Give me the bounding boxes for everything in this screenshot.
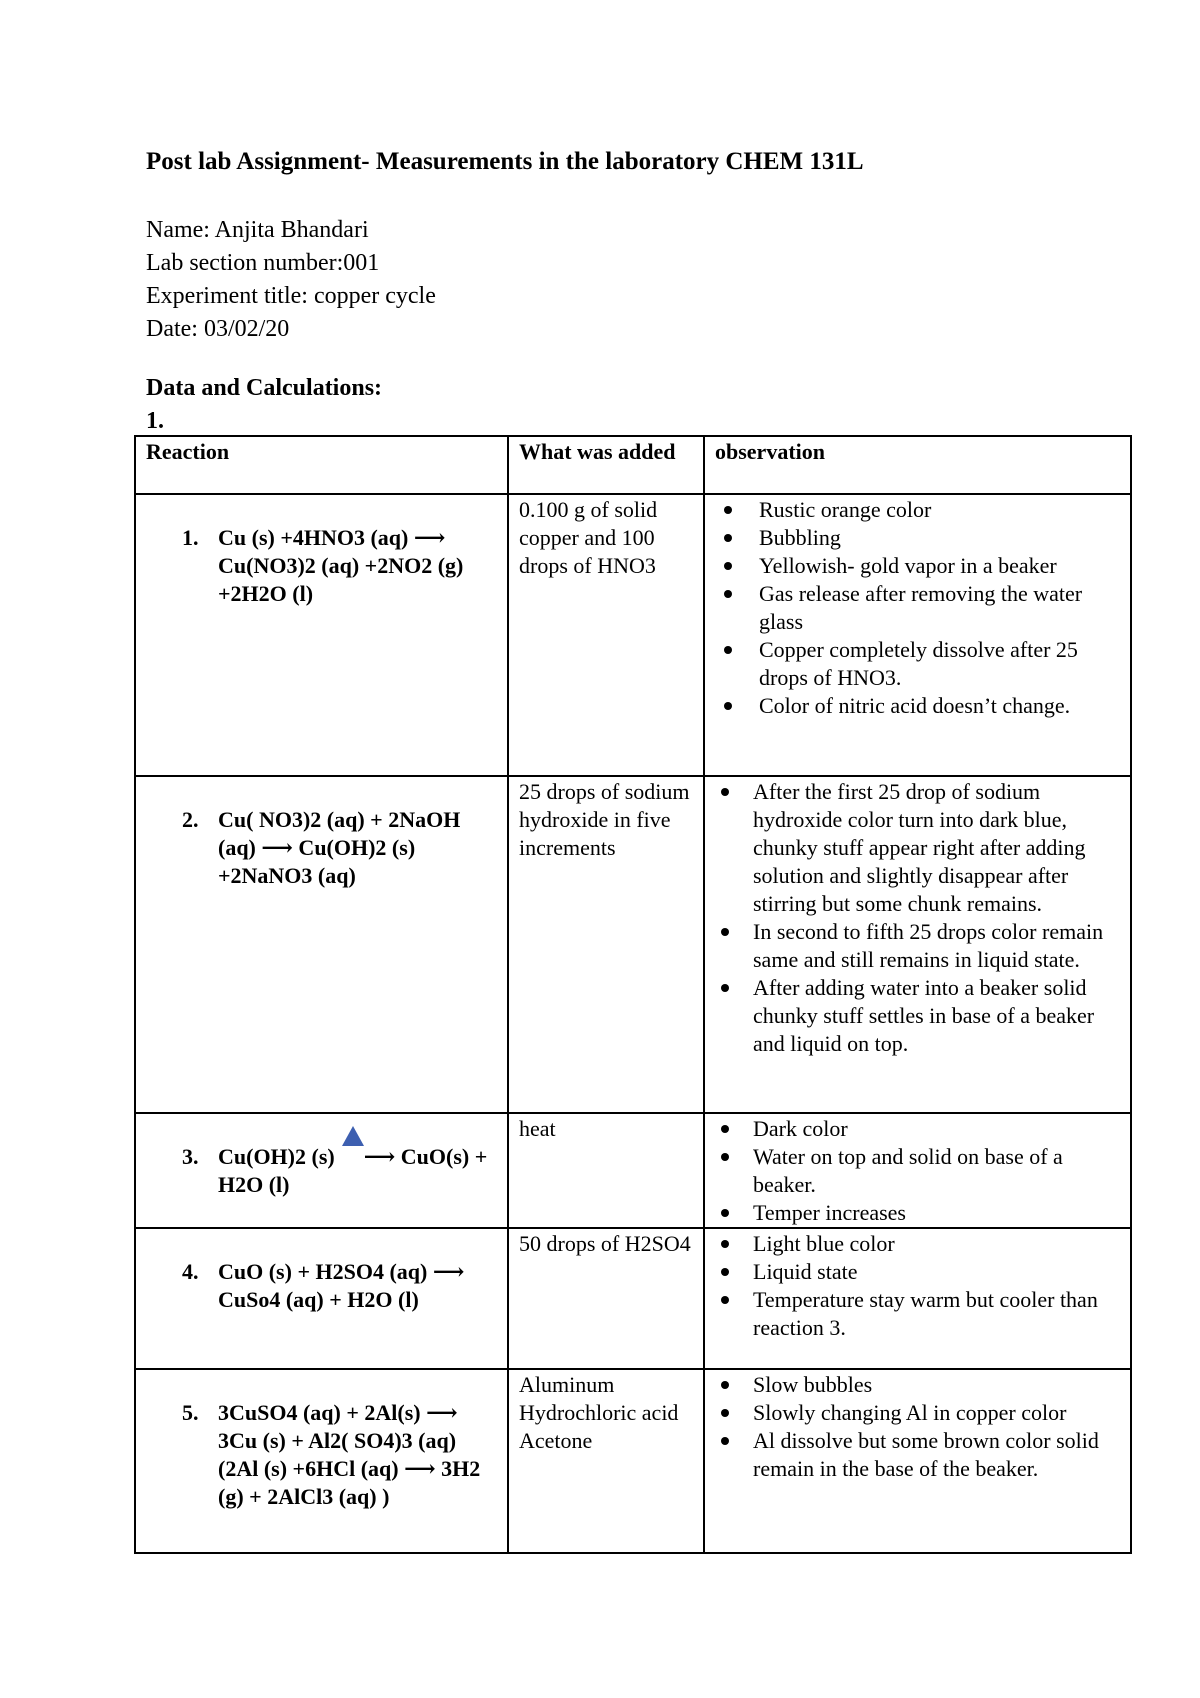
table-header-row bbox=[135, 436, 1131, 494]
list-item: Slowly changing Al in copper color bbox=[753, 1399, 1120, 1427]
student-info bbox=[146, 214, 436, 346]
report-date: Date: 03/02/20 bbox=[146, 316, 290, 342]
added-cell: 50 drops of H2SO4 bbox=[508, 1228, 704, 1369]
header-reaction: Reaction bbox=[135, 436, 508, 494]
reaction-equation-product: ⟶ CuO(s) + H2O (l) bbox=[218, 1144, 488, 1197]
table-row bbox=[135, 494, 1131, 776]
list-item: In second to fifth 25 drops color remain same and still remains in liquid state. bbox=[753, 918, 1120, 974]
observation-table bbox=[134, 435, 1132, 1554]
student-name: Name: Anjita Bhandari bbox=[146, 217, 369, 243]
added-cell: heat bbox=[508, 1113, 704, 1228]
data-heading-text: Data and Calculations: bbox=[146, 375, 383, 401]
reaction-equation: CuO (s) + H2SO4 (aq) ⟶ CuSo4 (aq) + H2O (l) bbox=[218, 1259, 465, 1312]
list-item: Light blue color bbox=[753, 1230, 1120, 1258]
observation-cell bbox=[704, 1113, 1131, 1228]
table-row bbox=[135, 776, 1131, 1113]
table-row bbox=[135, 1228, 1131, 1369]
list-item: Copper completely dissolve after 25 drops of HNO3. bbox=[759, 636, 1120, 692]
list-item: Dark color bbox=[753, 1115, 1120, 1143]
list-item: Water on top and solid on base of a beaker. bbox=[753, 1143, 1120, 1199]
data-section-heading bbox=[146, 372, 382, 438]
reaction-equation: 3CuSO4 (aq) + 2Al(s) ⟶ 3Cu (s) + Al2( SO4)3 (aq) (2Al (s) +6HCl (aq) ⟶ 3H2 (g) + 2AlCl3 (aq) ) bbox=[218, 1400, 481, 1509]
added-cell: 0.100 g of solid copper and 100 drops of HNO3 bbox=[508, 494, 704, 776]
list-item: After adding water into a beaker solid chunky stuff settles in base of a beaker and liquid on top. bbox=[753, 974, 1120, 1058]
added-cell: Aluminum Hydrochloric acid Acetone bbox=[508, 1369, 704, 1553]
list-item: Al dissolve but some brown color solid remain in the base of the beaker. bbox=[753, 1427, 1120, 1483]
reaction-equation-reactant: Cu(OH)2 (s) bbox=[218, 1144, 335, 1169]
reaction-number: 4. bbox=[182, 1259, 199, 1284]
reaction-cell bbox=[135, 1369, 508, 1553]
question-number: 1. bbox=[146, 408, 164, 434]
table-row bbox=[135, 1369, 1131, 1553]
list-item: Gas release after removing the water glass bbox=[759, 580, 1120, 636]
list-item: Rustic orange color bbox=[759, 496, 1120, 524]
table-row bbox=[135, 1113, 1131, 1228]
reaction-cell bbox=[135, 776, 508, 1113]
reaction-number: 1. bbox=[182, 525, 199, 550]
observation-cell bbox=[704, 776, 1131, 1113]
reaction-cell bbox=[135, 1113, 508, 1228]
list-item: Bubbling bbox=[759, 524, 1120, 552]
document-title: Post lab Assignment- Measurements in the laboratory CHEM 131L bbox=[146, 148, 864, 175]
reaction-number: 5. bbox=[182, 1400, 199, 1425]
list-item: Yellowish- gold vapor in a beaker bbox=[759, 552, 1120, 580]
reaction-cell bbox=[135, 494, 508, 776]
reaction-number: 3. bbox=[182, 1144, 199, 1169]
heat-triangle-icon bbox=[342, 1126, 364, 1146]
reaction-cell bbox=[135, 1228, 508, 1369]
header-added: What was added bbox=[508, 436, 704, 494]
list-item: After the first 25 drop of sodium hydroxide color turn into dark blue, chunky stuff appear right after adding solution and slightly disappear after stirring but some chunk remains. bbox=[753, 778, 1120, 918]
list-item: Color of nitric acid doesn’t change. bbox=[759, 692, 1120, 720]
reaction-equation: Cu( NO3)2 (aq) + 2NaOH (aq) ⟶ Cu(OH)2 (s) +2NaNO3 (aq) bbox=[218, 807, 461, 888]
experiment-title: Experiment title: copper cycle bbox=[146, 283, 436, 309]
added-cell: 25 drops of sodium hydroxide in five increments bbox=[508, 776, 704, 1113]
reaction-equation: Cu (s) +4HNO3 (aq) ⟶ Cu(NO3)2 (aq) +2NO2 (g) +2H2O (l) bbox=[218, 525, 464, 606]
header-observation: observation bbox=[704, 436, 1131, 494]
lab-section: Lab section number:001 bbox=[146, 250, 380, 276]
observation-cell bbox=[704, 494, 1131, 776]
list-item: Temperature stay warm but cooler than reaction 3. bbox=[753, 1286, 1120, 1342]
observation-cell bbox=[704, 1228, 1131, 1369]
list-item: Slow bubbles bbox=[753, 1371, 1120, 1399]
observation-cell bbox=[704, 1369, 1131, 1553]
reaction-number: 2. bbox=[182, 807, 199, 832]
list-item: Liquid state bbox=[753, 1258, 1120, 1286]
list-item: Temper increases bbox=[753, 1199, 1120, 1227]
